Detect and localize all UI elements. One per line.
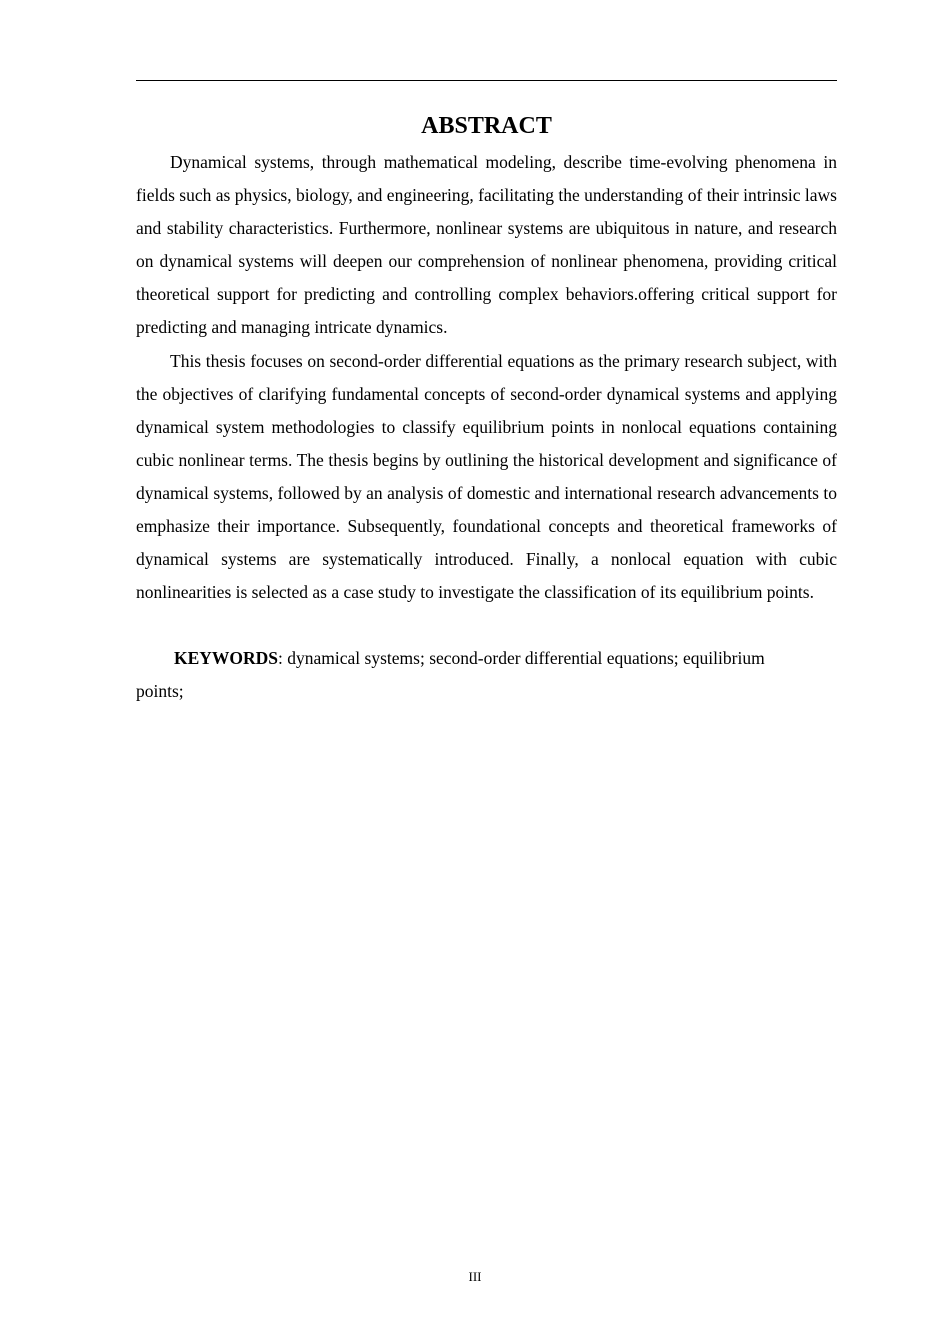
header-rule <box>136 80 837 81</box>
page-number: III <box>468 1269 482 1284</box>
abstract-title: ABSTRACT <box>421 113 552 139</box>
keywords-line <box>136 642 837 708</box>
abstract-section <box>136 108 837 709</box>
abstract-paragraph-2: This thesis focuses on second-order differential equations as the primary research subject, with the objectives of clarifying fundamental concepts of second-order dynamical systems and applying dynamical system methodologies to classify equilibrium points in nonlocal equations containing cubic nonlinear terms. The thesis begins by outlining the historical development and significance of dynamical systems, followed by an analysis of domestic and international research advancements to emphasize their importance. Subsequently, foundational concepts and theoretical frameworks of dynamical systems are systematically introduced. Finally, a nonlocal equation with cubic nonlinearities is selected as a case study to investigate the classification of its equilibrium points. <box>136 350 837 603</box>
keywords-label: KEYWORDS <box>174 648 279 669</box>
keywords-list-continued: points; <box>136 681 184 702</box>
abstract-paragraph-1: Dynamical systems, through mathematical modeling, describe time-evolving phenomena in fields such as physics, biology, and engineering, facilitating the understanding of their intrinsic laws and stability characteristics. Furthermore, nonlinear systems are ubiquitous in nature, and research on dynamical systems will deepen our comprehension of nonlinear phenomena, providing critical theoretical support for predicting and controlling complex behaviors.offering critical support for predicting and managing intricate dynamics. <box>136 152 837 338</box>
keywords-list: : dynamical systems; second-order differential equations; equilibrium <box>278 648 765 669</box>
